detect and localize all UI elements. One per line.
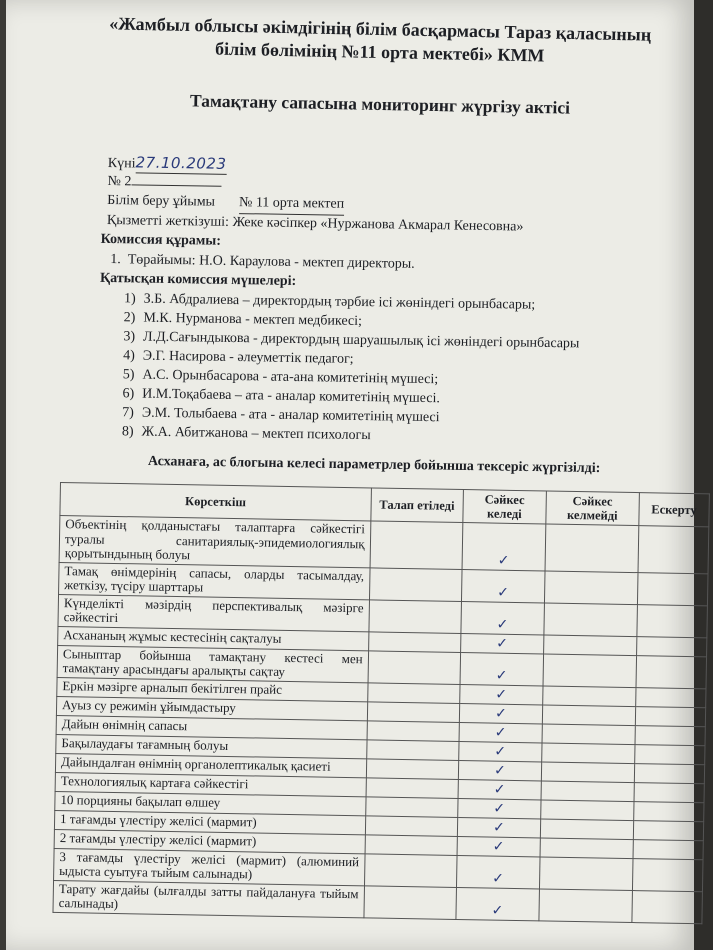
commission-title: Комиссия құрамы: bbox=[100, 231, 222, 249]
check-icon: ✓ bbox=[456, 855, 539, 888]
number-value: 2 bbox=[124, 173, 132, 189]
table-row: Тарату жағдайы (ылғалды затты пайдалануға тыйым салынады) ✓ bbox=[53, 880, 702, 923]
inspection-table-wrapper bbox=[52, 482, 709, 924]
check-icon: ✓ bbox=[458, 798, 541, 818]
table-row: Тамақ өнімдерінің сапасы, оларды тасымалдау, жеткізу, түсіру шарттары ✓ bbox=[59, 562, 708, 605]
school-value: № 11 орта мектеп bbox=[239, 193, 344, 216]
col-required: Талап етіледі bbox=[371, 488, 464, 523]
check-icon: ✓ bbox=[457, 817, 540, 837]
table-row: 3 тағамды үлестіру желісі (мармит) (алюминий ыдыста суытуға тыйым салынады) ✓ bbox=[54, 848, 703, 891]
table-row: 10 порцияны бақылап өлшеу ✓ bbox=[55, 791, 704, 821]
act-title: Тамақтану сапасына мониторинг жүргізу актісі bbox=[189, 90, 571, 118]
members-list bbox=[103, 288, 580, 447]
check-icon: ✓ bbox=[461, 601, 544, 634]
check-icon: ✓ bbox=[458, 779, 541, 799]
supplier-label: Қызметті жеткізуші: bbox=[106, 212, 230, 230]
act-meta bbox=[99, 152, 582, 448]
col-compliant: Сәйкес келеді bbox=[463, 490, 547, 524]
inspection-table bbox=[52, 482, 709, 924]
chair-number: 1. bbox=[110, 251, 121, 267]
member-item: 3) Л.Д.Сағындыкова - директордың шаруашылық ісі жөніндегі орынбасары bbox=[123, 328, 580, 351]
check-icon: ✓ bbox=[460, 652, 543, 685]
col-note: Ескерту bbox=[639, 493, 710, 527]
date-label: Күні bbox=[107, 155, 136, 172]
table-heading: Асханаға, ас блогына келесі параметрлер бойынша тексеріс жүргізілді: bbox=[147, 454, 601, 477]
table-row: 1 тағамды үлестіру желісі (мармит) ✓ bbox=[54, 810, 703, 840]
table-row: Дайындалған өнімнің органолептикалық қасиеті ✓ bbox=[55, 753, 704, 783]
check-icon: ✓ bbox=[456, 887, 539, 920]
check-icon: ✓ bbox=[459, 741, 542, 761]
org-line-1: «Жамбыл облысы әкімдігінің білім басқармасы Тараз қаласының bbox=[109, 13, 652, 45]
check-icon: ✓ bbox=[459, 722, 542, 742]
table-row: Еркін мәзірге арналып бекітілген прайс ✓ bbox=[57, 677, 706, 707]
check-icon: ✓ bbox=[457, 836, 540, 856]
number-blank-line bbox=[131, 184, 221, 186]
member-item: 5) А.С. Орынбасарова - ата-ана комитетінің мүшесі; bbox=[122, 366, 439, 387]
table-row: Бақылаудағы тағамның болуы ✓ bbox=[56, 734, 705, 764]
table-row: Асхананың жұмыс кестесінің сақталуы ✓ bbox=[58, 626, 707, 656]
org-line-2: білім бөлімінің №11 орта мектебі» КММ bbox=[214, 38, 545, 66]
col-indicator: Көрсеткіш bbox=[60, 483, 371, 521]
member-item: 4) Э.Г. Насирова - әлеуметтік педагог; bbox=[123, 347, 354, 367]
chair-text: Төрайымы: Н.О. Караулова - мектеп директоры. bbox=[127, 251, 415, 272]
supplier-value: Жеке кәсіпкер «Нуржанова Акмарал Кенесовна» bbox=[232, 214, 524, 235]
table-row: Сыныптар бойынша тамақтану кестесі мен тамақтану арасындағы аралықты сақтау ✓ bbox=[57, 645, 706, 688]
check-icon: ✓ bbox=[460, 684, 543, 704]
members-title: Қатысқан комиссия мүшелері: bbox=[99, 270, 297, 289]
col-noncompliant: Сәйкес келмейді bbox=[546, 491, 640, 526]
number-label: № bbox=[107, 173, 122, 189]
member-item: 8) Ж.А. Абитжанова – мектеп психологы bbox=[121, 423, 371, 443]
date-value: 27.10.2023 bbox=[135, 153, 227, 173]
member-item: 2) М.К. Нурманова - мектеп медбикесі; bbox=[123, 309, 363, 329]
school-label: Білім беру ұйымы bbox=[107, 192, 216, 210]
check-icon: ✓ bbox=[459, 703, 542, 723]
member-item: 1) З.Б. Абдралиева – директордың тәрбие ісі жөніндегі орынбасары; bbox=[123, 290, 536, 313]
table-row: Ауыз су режимін ұйымдастыру ✓ bbox=[56, 696, 705, 726]
table-row: Дайын өнімнің сапасы ✓ bbox=[56, 715, 705, 745]
table-row: Технологиялық картаға сәйкестігі ✓ bbox=[55, 772, 704, 802]
check-icon: ✓ bbox=[461, 569, 544, 602]
table-row: 2 тағамды үлестіру желісі (мармит) ✓ bbox=[54, 829, 703, 859]
check-icon: ✓ bbox=[462, 523, 546, 571]
table-row: Күнделікті мәзірдің перспективалық мәзірге сәйкестігі ✓ bbox=[58, 594, 707, 637]
member-item: 6) И.М.Тоқабаева – ата - аналар комитетінің мүшесі. bbox=[122, 385, 441, 406]
member-item: 7) Э.М. Толыбаева - ата - аналар комитетінің мүшесі bbox=[122, 404, 440, 425]
check-icon: ✓ bbox=[460, 633, 543, 653]
table-row: Объектінің қолданыстағы талаптарға сәйкестігі туралы санитариялық-эпидемиологиялық қорытындының болуы ✓ bbox=[59, 516, 709, 574]
check-icon: ✓ bbox=[458, 760, 541, 780]
